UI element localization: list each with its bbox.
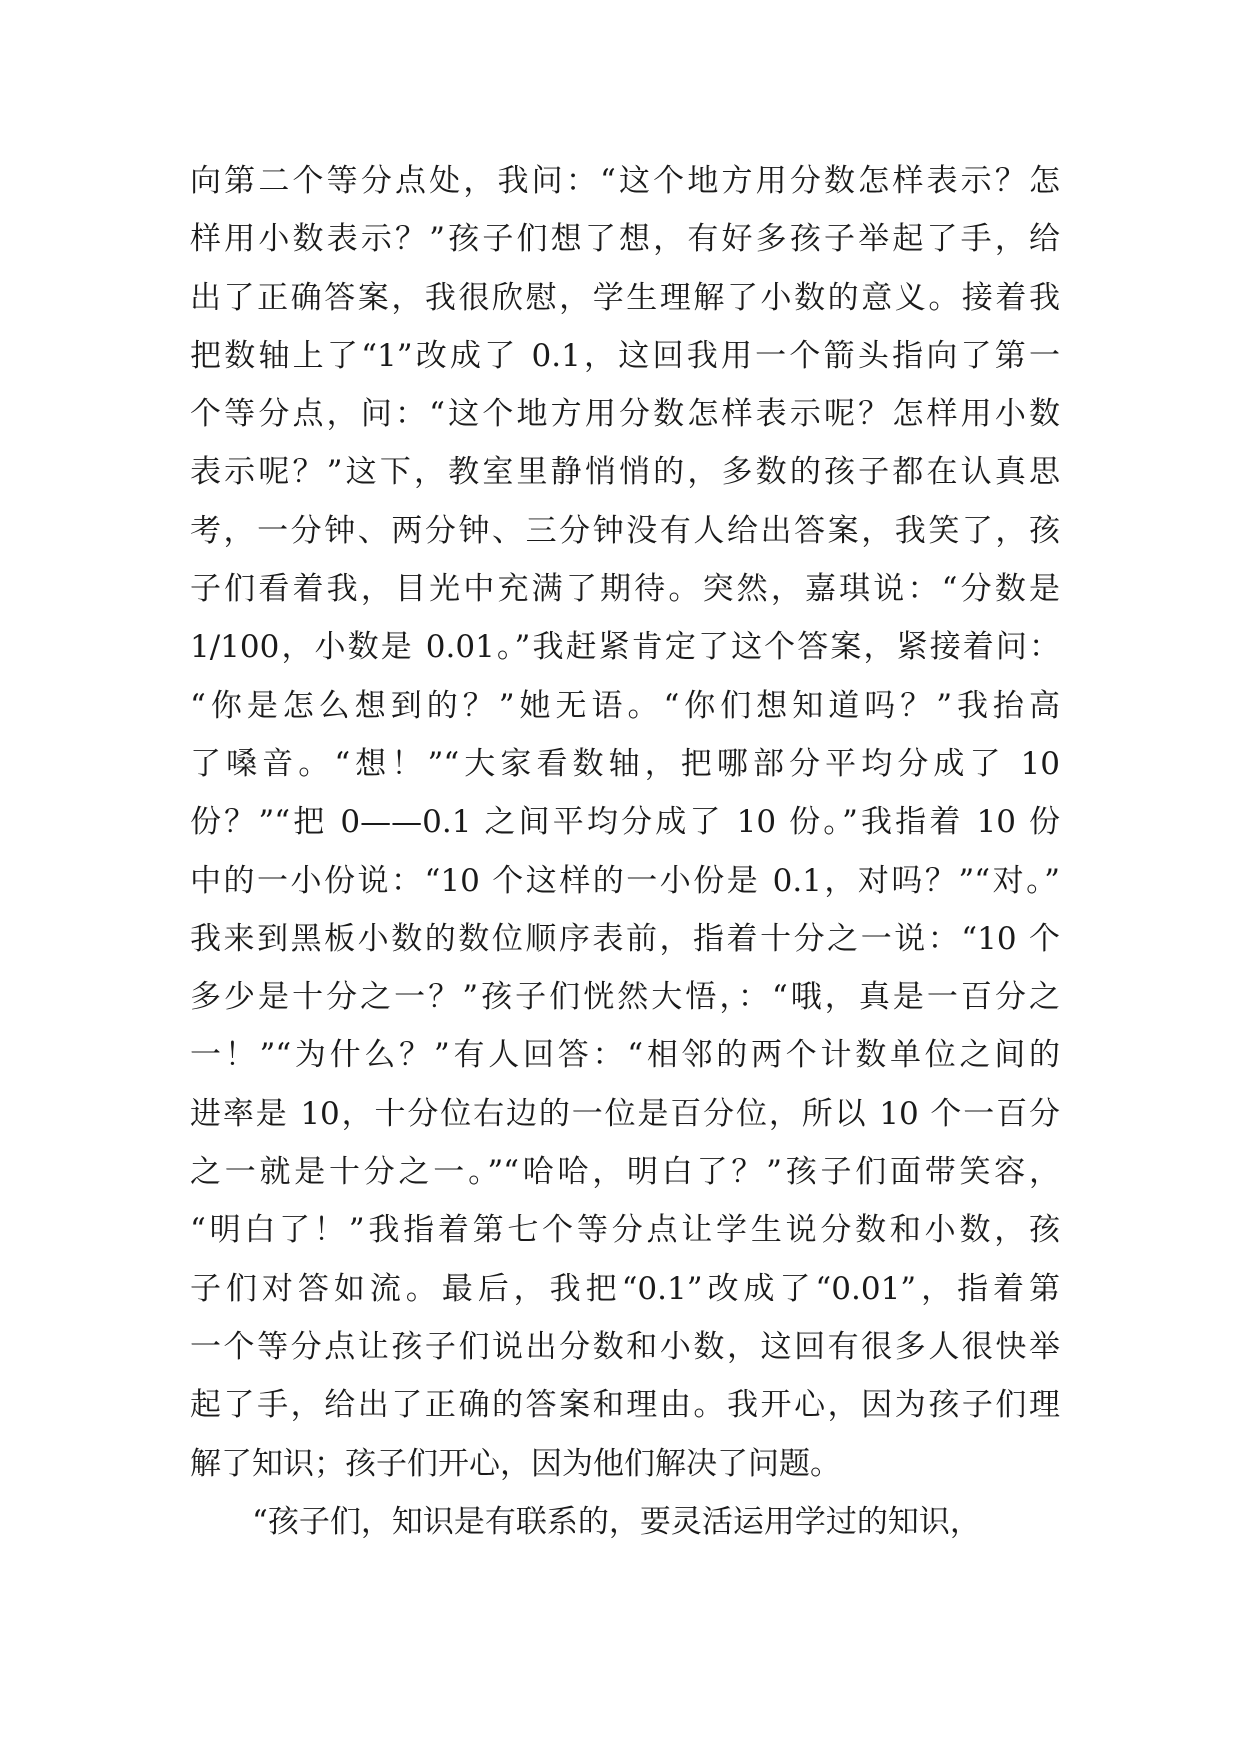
text-line: “明白了！”我指着第七个等分点让学生说分数和小数，孩	[190, 1212, 1060, 1249]
text-line: 我来到黑板小数的数位顺序表前，指着十分之一说：“10 个	[190, 920, 1060, 957]
text-line: 出了正确答案，我很欣慰，学生理解了小数的意义。接着我	[190, 279, 1060, 316]
text-line: 多少是十分之一？”孩子们恍然大悟，：“哦，真是一百分之	[190, 979, 1060, 1016]
text-line: 样用小数表示？”孩子们想了想，有好多孩子举起了手，给	[190, 221, 1060, 258]
text-line: 个等分点，问：“这个地方用分数怎样表示呢？怎样用小数	[190, 396, 1060, 433]
text-line: 把数轴上了“1”改成了 0.1，这回我用一个箭头指向了第一	[190, 337, 1060, 374]
text-line: 考，一分钟、两分钟、三分钟没有人给出答案，我笑了，孩	[190, 512, 1060, 549]
text-line: 向第二个等分点处，我问：“这个地方用分数怎样表示？怎	[190, 163, 1060, 199]
text-line: “你是怎么想到的？”她无语。“你们想知道吗？”我抬高	[190, 687, 1060, 724]
text-line: 一个等分点让孩子们说出分数和小数，这回有很多人很快举	[190, 1328, 1060, 1365]
text-line: 子们看着我，目光中充满了期待。突然，嘉琪说：“分数是	[190, 571, 1060, 608]
text-line: 解了知识；孩子们开心，因为他们解决了问题。	[190, 1445, 841, 1482]
text-line: 起了手，给出了正确的答案和理由。我开心，因为孩子们理	[190, 1387, 1060, 1424]
text-line: 子们对答如流。最后，我把“0.1”改成了“0.01”，指着第	[190, 1270, 1060, 1307]
text-line: 1/100，小数是 0.01。”我赶紧肯定了这个答案，紧接着问：	[190, 629, 1060, 666]
text-line: 了嗓音。“想！”“大家看数轴，把哪部分平均分成了 10	[190, 745, 1060, 782]
text-line: 进率是 10，十分位右边的一位是百分位，所以 10 个一百分	[190, 1095, 1060, 1132]
text-line: 份？”“把 0——0.1 之间平均分成了 10 份。”我指着 10 份	[190, 804, 1060, 841]
text-line: 之一就是十分之一。”“哈哈，明白了？”孩子们面带笑容，	[190, 1154, 1060, 1191]
text-line: 中的一小份说：“10 个这样的一小份是 0.1，对吗？”“对。”	[190, 862, 1060, 899]
body-text	[190, 152, 1060, 1551]
text-line: 一！”“为什么？”有人回答：“相邻的两个计数单位之间的	[190, 1037, 1060, 1074]
text-line: 表示呢？”这下，教室里静悄悄的，多数的孩子都在认真思	[190, 454, 1060, 491]
paragraph-start-line: “孩子们，知识是有联系的，要灵活运用学过的知识，	[252, 1503, 981, 1540]
